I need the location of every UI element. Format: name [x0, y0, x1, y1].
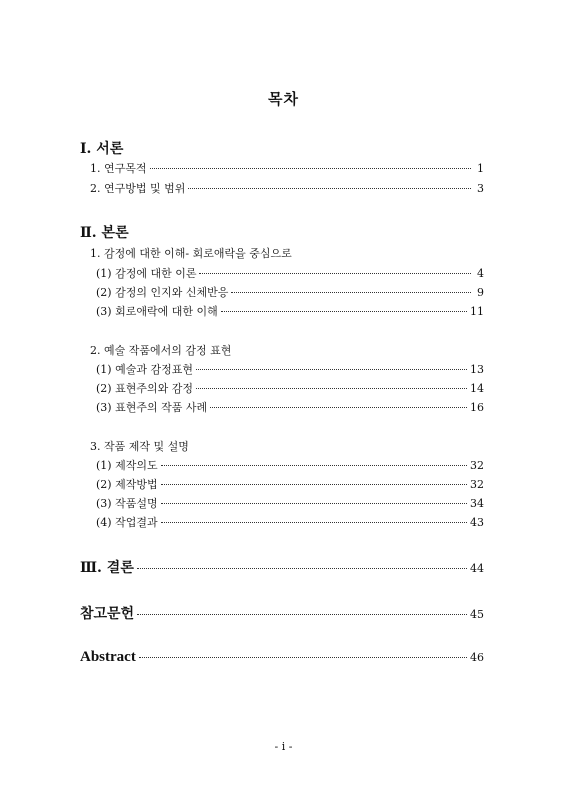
- entry-label: 2. 연구방법 및 범위: [90, 182, 186, 195]
- page-number: 1: [477, 162, 484, 175]
- toc-title: 목차: [268, 90, 299, 108]
- section-heading: 1. 감정에 대한 이해- 회로애락을 중심으로: [90, 247, 292, 260]
- entry-label: (3) 작품설명: [96, 497, 158, 510]
- toc-entry[interactable]: [96, 361, 484, 377]
- leader-dots: [210, 407, 467, 408]
- page-number: 13: [470, 363, 484, 376]
- leader-dots: [137, 614, 467, 615]
- entry-label: (3) 회로애락에 대한 이해: [96, 305, 218, 318]
- leader-dots: [150, 168, 472, 169]
- leader-dots: [196, 369, 467, 370]
- entry-label: 1. 연구목적: [90, 162, 147, 175]
- leader-dots: [188, 188, 471, 189]
- toc-entry[interactable]: [96, 399, 484, 415]
- page-number: 43: [470, 516, 484, 529]
- page-number: 9: [477, 286, 484, 299]
- entry-label: (1) 제작의도: [96, 459, 158, 472]
- entry-label: (1) 예술과 감정표현: [96, 363, 193, 376]
- page-footer: - i -: [274, 740, 293, 753]
- entry-label: (1) 감정에 대한 이론: [96, 267, 197, 280]
- toc-entry[interactable]: [96, 514, 484, 530]
- page-number: 45: [470, 608, 484, 621]
- entry-label: Ⅲ. 결론: [80, 560, 134, 576]
- toc-entry[interactable]: [96, 380, 484, 396]
- leader-dots: [137, 568, 467, 569]
- toc-entry-conclusion[interactable]: [80, 557, 484, 577]
- page-number: 46: [470, 651, 484, 664]
- leader-dots: [161, 503, 467, 504]
- page-number: 14: [470, 382, 484, 395]
- leader-dots: [161, 484, 467, 485]
- toc-entry-abstract[interactable]: [80, 649, 484, 669]
- entry-label: (2) 감정의 인지와 신체반응: [96, 286, 229, 299]
- page-number: 11: [470, 305, 484, 318]
- toc-entry[interactable]: [90, 180, 484, 196]
- entry-label: (2) 표현주의와 감정: [96, 382, 193, 395]
- page-number: 44: [470, 562, 484, 575]
- page-number: 32: [470, 478, 484, 491]
- leader-dots: [221, 311, 467, 312]
- toc-entry[interactable]: [96, 265, 484, 281]
- toc-entry[interactable]: [90, 160, 484, 176]
- page-number: 32: [470, 459, 484, 472]
- toc-entry-references[interactable]: [80, 603, 484, 623]
- toc-entry[interactable]: [96, 303, 484, 319]
- entry-label: 참고문헌: [80, 606, 135, 622]
- leader-dots: [196, 388, 467, 389]
- toc-entry[interactable]: [96, 457, 484, 473]
- toc-entry[interactable]: [96, 284, 484, 300]
- entry-label: (2) 제작방법: [96, 478, 158, 491]
- toc-entry[interactable]: [96, 495, 484, 511]
- entry-label: (4) 작업결과: [96, 516, 158, 529]
- page-number: 3: [477, 182, 484, 195]
- leader-dots: [161, 465, 467, 466]
- leader-dots: [139, 657, 467, 658]
- entry-label: Abstract: [80, 649, 136, 665]
- entry-label: (3) 표현주의 작품 사례: [96, 401, 208, 414]
- leader-dots: [161, 522, 467, 523]
- section-heading: 2. 예술 작품에서의 감정 표현: [90, 344, 232, 357]
- page-number: 34: [470, 497, 484, 510]
- leader-dots: [231, 292, 471, 293]
- toc-entry[interactable]: [96, 476, 484, 492]
- chapter-1-heading: Ⅰ. 서론: [80, 141, 124, 157]
- section-heading: 3. 작품 제작 및 설명: [90, 440, 189, 453]
- page-number: 4: [477, 267, 484, 280]
- chapter-2-heading: Ⅱ. 본론: [80, 225, 129, 241]
- page-number: 16: [470, 401, 484, 414]
- leader-dots: [199, 273, 471, 274]
